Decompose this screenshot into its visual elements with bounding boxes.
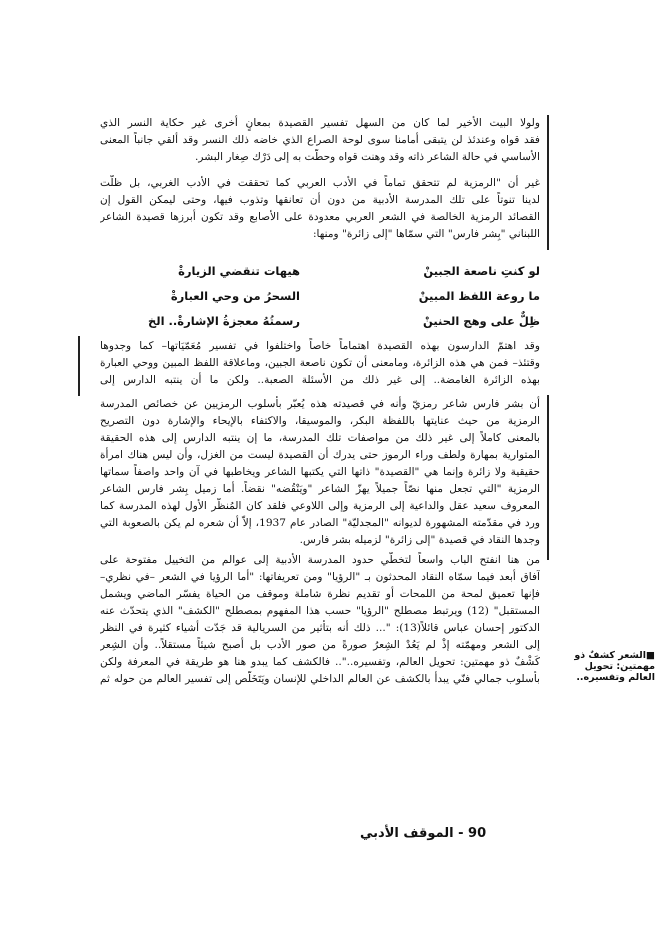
magazine-title: الموقف الأدبي <box>360 826 454 841</box>
text-line: لدينا تنوتاً على تلك المدرسة الأدبية من دون أن تعانقها وتذوب فيها، وحتى ليمكن القول إن <box>100 194 540 206</box>
text-line: إلى الشعر ومهمّته إذْ لم يَعُدْ الشِعرُ صورةً من صور الأدب بل أصبح شيئاً مستقلاً.. وأن الشِعر <box>100 639 540 651</box>
paragraph-5 <box>100 552 540 688</box>
verse-3-first: ظِلٌّ على وهج الحنينْ <box>423 314 540 328</box>
right-rule-bottom <box>547 395 549 560</box>
pull-quote-sidenote <box>560 650 655 683</box>
verse-2-second: السحرُ من وحي العبارةْ <box>170 289 300 303</box>
sidenote-text: الشعر كشفٌ ذو مهمتين: تحويل العالم وتفسيره.. <box>574 650 655 683</box>
text-line: بأسلوب جمالي فنّي يبدأ بالكشف عن العالم الداخلي للإنسان ويَتَخَلّص إلى تفسير العالم من حوله ثم <box>100 673 540 685</box>
text-line: من هنا انفتح الباب واسعاً لتخطّي حدود المدرسة الأدبية إلى عوالم من التخييل مفتوحة على <box>100 554 540 566</box>
paragraph-4 <box>100 396 540 549</box>
page-footer <box>360 826 560 841</box>
text-line: وقد اهتمّ الدارسون بهذه القصيدة اهتماماً خاصاً واختلفوا في تفسير مُعَمّيَاتها– كما وجدوها <box>100 340 540 352</box>
square-bullet-icon: ■ <box>646 650 655 661</box>
text-line: كَشْفٌ ذو مهمتين: تحويل العالم، وتفسيره..".. فالكشف كما يبدو هنا هو طريقة في المعرفة ولكن <box>100 656 540 668</box>
footer-separator: - <box>453 826 469 841</box>
text-line: المعروف سعيد عقل والداعية إلى الرمزية وإلى اللاوعي فلقد كان المُنظّر الأول لهذه المدرسة كما <box>100 500 540 512</box>
text-line: أن بشر فارس شاعر رمزيّ وأنه في قصيدته هذه يُعبّر بأسلوب الرمزيين عن خصائص المدرسة <box>100 398 540 410</box>
text-line: ولولا البيت الأخير لما كان من السهل تفسير القصيدة بمعانٍ أخرى غير حكاية النسر الذي <box>100 117 540 129</box>
verse-2-first: ما روعة اللفظ المبينْ <box>418 289 540 303</box>
text-line: اللبناني "بِشر فارس" التي سمّاها "إلى زائرة" ومنها: <box>312 228 540 240</box>
verse-1-first: لو كنتِ ناصعة الجبينْ <box>423 264 540 278</box>
text-line: بالمعنى كاملاً إلى غير ذلك من مواصفات تلك المدرسة، ما إن ينتبه الدارس إلى هذه الحقيقة <box>100 432 540 444</box>
text-line: القصائد الرمزية الخالصة في الشعر العربي معدودة على الأصابع وقد تكون أبرزها قصيدة الشاعر <box>100 211 540 223</box>
text-line: الرمزية "التي تجعل منها نصّاً جميلاً يهزّ الشاعر "ويَنْقُضه" نقضاً. أما زميل بِشر فارس الشاعر <box>100 483 540 495</box>
page-number: 90 <box>468 826 487 841</box>
paragraph-2 <box>100 175 540 243</box>
text-line: وجدها النقاد في قصيدة "إلى زائرة" لزميله بشر فارس. <box>299 534 540 546</box>
text-line: الدكتور إحسان عباس قائلاً(13): "... ذلك أنه بتأثير من السريالية قد جَدّت أشياء كثيرة في النظر <box>100 622 540 634</box>
text-line: ورد في مقدّمته المشهورة لديوانه "المجدليّة" الصادر عام 1937، إلاّ أن شعره لم يكن بالصعوبة التي <box>100 517 540 529</box>
verse-1-second: هيهات تنقضي الزيارةْ <box>178 264 300 278</box>
text-line: فإنها تعميق لمحة من اللمحات أو تقديم نظرة شاملة وموقف من الحياة يفسّر الماضي ويشمل <box>100 588 540 600</box>
verse-3-second: رسمتُهُ معجزةُ الإشارةْ.. الخ <box>148 314 300 328</box>
text-line: غير أن "الرمزية لم تتحقق تماماً في الأدب العربي كما تحققت في الأدب الغربي، بل ظلّت <box>100 177 540 189</box>
text-line: وقتئذ– فمن هي هذه الزائرة، ومامعنى أن تكون ناصعة الجبين، وماعلاقة اللفظ المبين ووحي العبارة <box>100 357 540 369</box>
text-line: حقيقية ولا زائرة وإنما هي "القصيدة" ذاتها التي يكتبها الشاعر ويخاطبها في آن واحد واصفاً سماتها <box>100 466 540 478</box>
text-line: الرمزية من حيث عنايتها باللفظة البكر، والموسيقا، والاكتفاء بالإيحاء والإشارة دون التصريح <box>100 415 540 427</box>
paragraph-3 <box>100 338 540 389</box>
text-line: المستقبل" (12) ويرتبط مصطلح "الرؤيا" حسب هذا المفهوم بمصطلح "الكشف" الذي يتحدّث عنه <box>100 605 540 617</box>
left-rule-middle <box>78 336 80 396</box>
right-rule-top <box>547 115 549 250</box>
text-line: الأساسي في حالة الشاعر ذاته وقد وهنت قواه وحطّت به إلى دَرْك صِغار البشر. <box>195 151 540 163</box>
text-line: آفاق أبعد فيما سمّاه النقاد المحدثون بـ "الرؤيا" ومن تعريفاتها: "أما الرؤيا في الشعر –في نظري– <box>100 571 540 583</box>
text-line: فقد قواه وعندئذ لن يتبقى أمامنا سوى لوحة الصراع الذي خاضه ذلك النسر وقد ألقي جانباً المعنى <box>100 134 540 146</box>
text-line: بهذه الزائرة الغامضة.. إلى غير ذلك من الأسئلة الصعبة.. ولكن ما أن ينتبه الدارس إلى <box>100 374 540 386</box>
text-line: المتوارية بمهارة ولطف وراء الرموز حتى يدرك أن القصيدة ليست من الغزل، وأن ليس هناك امرأة <box>100 449 540 461</box>
paragraph-1 <box>100 115 540 166</box>
